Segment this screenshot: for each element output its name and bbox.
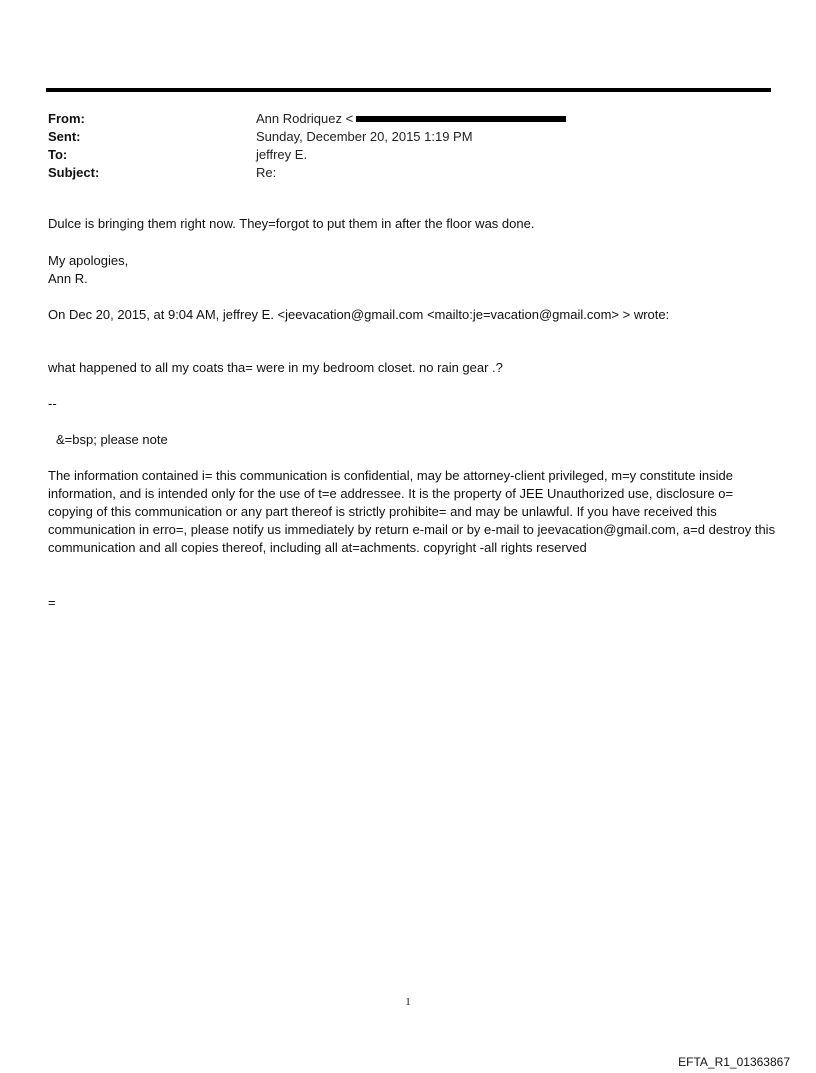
to-value: jeffrey E. [256,146,308,162]
quote-header: On Dec 20, 2015, at 9:04 AM, jeffrey E. <jeevacation@gmail.com <mailto:je=vacation@gmail.com> > wrote: [48,307,670,322]
subject-row [48,163,748,181]
confidentiality-disclaimer: The information contained i= this communication is confidential, may be attorney-client privileged, m=y constitute inside information, and is intended only for the use of t=e addressee. It is the property of JEE Unauthorized use, disclosure o= copying of this communication or any part thereof is strictly prohibite= and may be unlawful. If you have received this communication in erro=, please notify us immediately by return e-mail or by e-mail to jeevacation@gmail.com, a=d destroy this communication and all copies thereof, including all at=achments. copyright -all rights reserved [48,468,776,555]
apology-line: My apologies, [48,253,129,268]
original-message: what happened to all my coats tha= were in my bedroom closet. no rain gear .? [48,360,503,375]
redaction-bar [356,116,566,122]
email-header [48,109,748,181]
from-label: From: [48,110,85,126]
sender-initials: Ann R. [48,271,88,286]
from-row [48,109,748,127]
sent-row [48,127,748,145]
to-row [48,145,748,163]
page-number: 1 [405,996,411,1008]
sign-off [48,252,778,288]
document-id: EFTA_R1_01363867 [678,1055,790,1069]
to-label: To: [48,146,68,162]
sent-label: Sent: [48,128,81,144]
subject-label: Subject: [48,164,100,180]
trailing-character: = [48,595,56,610]
sent-value: Sunday, December 20, 2015 1:19 PM [256,128,473,144]
signature-separator: -- [48,396,57,411]
from-name: Ann Rodriquez < [256,110,354,126]
header-divider [46,88,771,92]
from-value [256,111,566,126]
note-line: &=bsp; please note [56,432,168,447]
subject-value: Re: [256,164,277,180]
reply-text: Dulce is bringing them right now. They=forgot to put them in after the floor was done. [48,216,535,231]
